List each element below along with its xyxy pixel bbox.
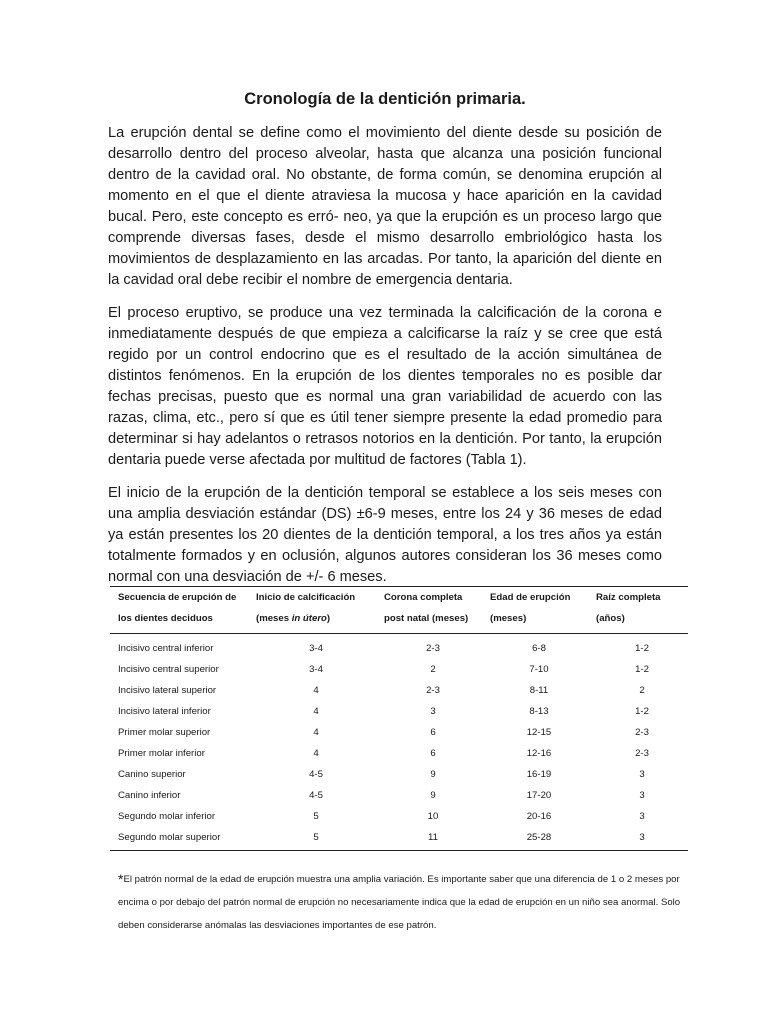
cell-root: 3 (639, 811, 645, 822)
table-row (110, 743, 688, 764)
cell-root: 3 (588, 827, 688, 851)
cell-tooth: Incisivo central superior (118, 664, 219, 675)
cell-root: 1-2 (635, 706, 649, 717)
cell-tooth: Incisivo lateral inferior (118, 706, 211, 717)
cell-tooth: Incisivo central inferior (118, 643, 214, 654)
footnote-text: El patrón normal de la edad de erupción muestra una amplia variación. Es importante saber que una diferencia de 1 o 2 meses por encima o por debajo del patrón normal de erupción no necesariamente indica que la edad de erupción en un niño sea anormal. Solo deben considerarse anómalas las desviaciones importantes de ese patrón. (118, 874, 681, 931)
cell-tooth: Canino superior (118, 769, 186, 780)
cell-calcification: 4-5 (309, 790, 323, 801)
cell-crown: 6 (430, 727, 436, 738)
table-row (110, 785, 688, 806)
page-title: Cronología de la dentición primaria. (244, 90, 526, 108)
cell-crown: 2-3 (426, 685, 440, 696)
cell-eruption: 17-20 (526, 790, 552, 801)
cell-calcification: 5 (313, 811, 319, 822)
cell-calcification: 5 (248, 827, 376, 851)
cell-calcification: 3-4 (309, 643, 323, 654)
cell-tooth: Canino inferior (118, 790, 181, 801)
cell-tooth: Primer molar inferior (118, 748, 205, 759)
cell-tooth: Segundo molar inferior (118, 811, 216, 822)
cell-root: 2-3 (635, 727, 649, 738)
cell-tooth: Incisivo lateral superior (118, 685, 217, 696)
cell-eruption: 25-28 (482, 827, 588, 851)
table-row (110, 806, 688, 827)
table-row (110, 827, 688, 851)
cell-crown: 10 (427, 811, 439, 822)
cell-eruption: 12-16 (526, 748, 552, 759)
cell-crown: 3 (430, 706, 436, 717)
header-crown: Corona completa post natal (meses) (376, 587, 482, 634)
cell-crown: 2-3 (426, 643, 440, 654)
table-row (110, 701, 688, 722)
table-row (110, 680, 688, 701)
cell-tooth: Primer molar superior (118, 727, 211, 738)
eruption-table (110, 586, 688, 851)
header-eruption-age: Edad de erupción (meses) (482, 587, 588, 634)
table-footnote (118, 868, 683, 937)
cell-root: 2-3 (635, 748, 649, 759)
table-header-row (110, 587, 688, 634)
cell-root: 1-2 (635, 643, 649, 654)
cell-eruption: 20-16 (526, 811, 552, 822)
cell-calcification: 4 (313, 727, 319, 738)
cell-crown: 6 (430, 748, 436, 759)
cell-root: 1-2 (635, 664, 649, 675)
cell-calcification: 4-5 (309, 769, 323, 780)
header-calcification: Inicio de calcificación (meses in útero) (248, 587, 376, 634)
table-row (110, 634, 688, 660)
footnote-marker: * (118, 871, 124, 887)
header-root: Raíz completa (años) (588, 587, 688, 634)
table-row (110, 722, 688, 743)
cell-calcification: 4 (313, 706, 319, 717)
cell-eruption: 6-8 (532, 643, 546, 654)
paragraph-2: El proceso eruptivo, se produce una vez terminada la calcificación de la corona e inmediatamente después de que empieza a calcificarse la raíz y se cree que está regido por un control endocrino que es el resultado de la acción simultánea de distintos fenómenos. En la erupción de los dientes temporales no es posible dar fechas precisas, puesto que es normal una gran variabilidad de acuerdo con las razas, clima, etc., pero sí que es útil tener siempre presente la edad promedio para determinar si hay adelantos o retrasos notorios en la dentición. Por tanto, la erupción dentaria puede verse afectada por multitud de factores (Tabla 1). (108, 305, 662, 468)
cell-calcification: 4 (313, 748, 319, 759)
document-body (108, 90, 662, 600)
cell-crown: 9 (430, 769, 436, 780)
cell-crown: 2 (430, 664, 436, 675)
header-sequence: Secuencia de erupción de los dientes deciduos (110, 587, 248, 634)
cell-eruption: 12-15 (526, 727, 552, 738)
cell-calcification: 3-4 (309, 664, 323, 675)
cell-tooth: Segundo molar superior (110, 827, 248, 851)
paragraph-1: La erupción dental se define como el movimiento del diente desde su posición de desarrollo dentro del proceso alveolar, hasta que alcanza una posición funcional dentro de la cavidad oral. No obstante, de forma común, se denomina erupción al momento en el que el diente atraviesa la mucosa y hace aparición en la cavidad bucal. Pero, este concepto es erró- neo, ya que la erupción es un proceso largo que comprende diversas fases, desde el mismo desarrollo embriológico hasta los movimientos de desplazamiento en las arcadas. Por tanto, la aparición del diente en la cavidad oral debe recibir el nombre de emergencia dentaria. (108, 125, 662, 288)
cell-eruption: 8-13 (529, 706, 549, 717)
cell-crown: 11 (376, 827, 482, 851)
cell-root: 3 (639, 769, 645, 780)
table-row (110, 764, 688, 785)
cell-eruption: 7-10 (529, 664, 549, 675)
cell-eruption: 16-19 (526, 769, 552, 780)
paragraph-3: El inicio de la erupción de la dentición temporal se establece a los seis meses con una amplia desviación estándar (DS) ±6-9 meses, entre los 24 y 36 meses de edad ya están presentes los 20 dientes de la dentición temporal, a los tres años ya están totalmente formados y en oclusión, algunos autores consideran los 36 meses como normal con una desviación de +/- 6 meses. (108, 485, 662, 585)
cell-root: 2 (639, 685, 645, 696)
cell-crown: 9 (430, 790, 436, 801)
cell-root: 3 (639, 790, 645, 801)
cell-eruption: 8-11 (529, 685, 549, 696)
table-row (110, 659, 688, 680)
cell-calcification: 4 (313, 685, 319, 696)
